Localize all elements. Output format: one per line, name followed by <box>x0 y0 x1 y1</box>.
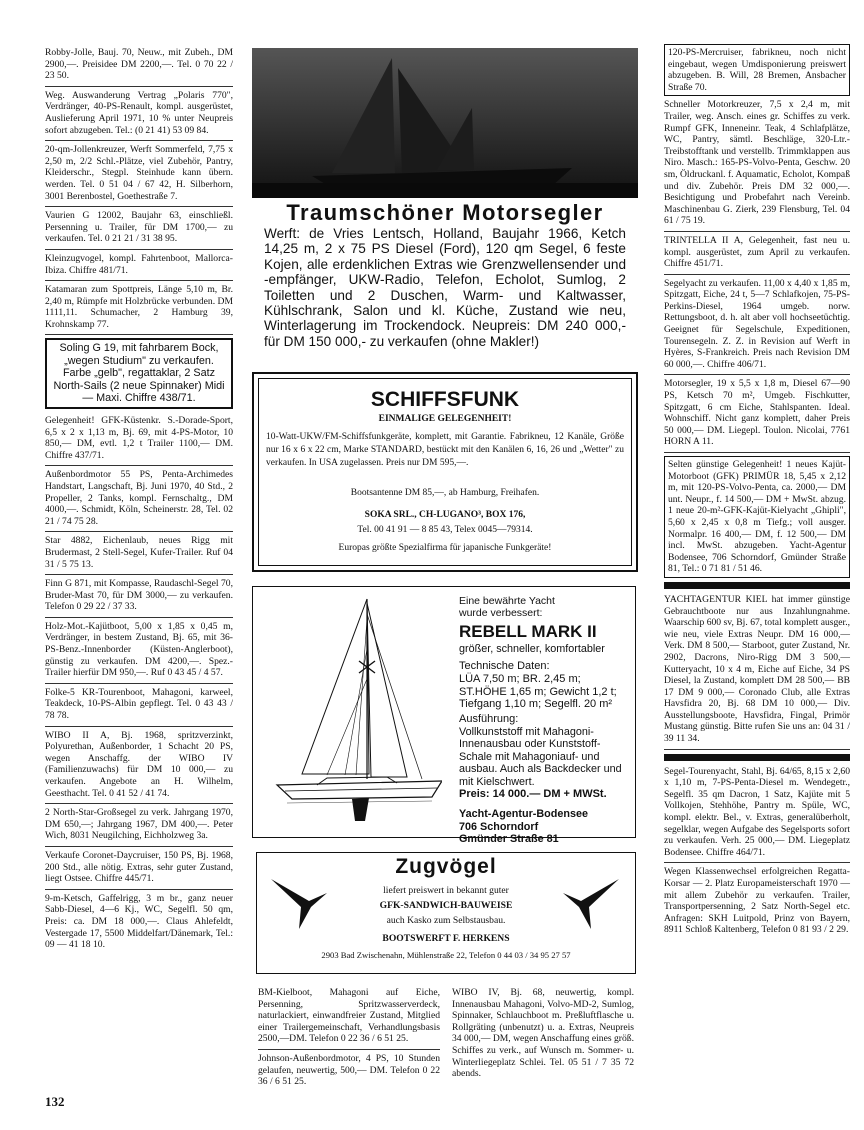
rebell-addr-2: 706 Schorndorf <box>459 820 539 833</box>
zugvogel-line-2: GFK-SANDWICH-BAUWEISE <box>379 900 513 911</box>
rebell-intro-1: Eine bewährte Yacht <box>459 595 555 607</box>
right-column <box>664 44 850 940</box>
rebell-addr-1: Yacht-Agentur-Bodensee <box>459 808 588 820</box>
classified-ad: Außenbordmotor 55 PS, Penta-Archimedes Handstart, Langschaft, Bj. Juni 1970, 40 Std., 2 Propeller, 2 Tanks, kompl. Fernschaltg., DM 4000,—. Schmidt, Köln, Scheinerstr. 28, Tel. 02 21 / 74 75 28. <box>45 466 233 532</box>
zugvogel-line-1: liefert preiswert in bekannt guter <box>383 885 509 896</box>
rebell-text <box>459 595 631 846</box>
rebell-sailboat-icon <box>257 589 442 834</box>
rebell-price: Preis: 14 000.— DM + MWSt. <box>459 788 607 800</box>
classified-ad: Segelyacht zu verkaufen. 11,00 x 4,40 x 1,85 m, Spitzgatt, Eiche, 24 t, 5—7 Schlafkojen, 75-PS-Perkins-Diesel, 1964 umgeb. norw. Rettungsboot, d. h. alt aber voll hochseetüchtig. Geeignet für Segelschule, Expeditionen, Tourensegeln. Z. Z. in Revision auf Werft in Hyères, S-Frankreich. Preis nach Revision DM 60 000,—. Chiffre 406/71. <box>664 275 850 376</box>
classified-ad: Finn G 871, mit Kompasse, Raudaschl-Segel 70, Bruder-Mast 70, für DM 3000,— zu verkaufen. Telefon 0 29 22 / 37 33. <box>45 575 233 618</box>
classified-ad: Motorsegler, 19 x 5,5 x 1,8 m, Diesel 67—90 PS, Ketsch 70 m², Umgeb. Fischkutter, Spitzgatt, 6 cm Eiche, Stahlspanten. Ideal. Wohnschiff. Nicht ganz komplett, daher Preis 50 000,— DM. Liegepl. Toulon. Nicolai, 7761 HORN A 11. <box>664 375 850 453</box>
rebell-exec-head: Ausführung: <box>459 712 519 725</box>
section-divider <box>664 582 850 589</box>
classified-ad: Schneller Motorkreuzer, 7,5 x 2,4 m, mit Trailer, weg. Ansch. eines gr. Schiffes zu verk. Rumpf GFK, Inneneinr. Teak, 4 Schlafplätze, WC, Pantry, sämtl. Beschläge, 320-Ltr.-Treibstofftank und verstellb. Trimmklappen aus Niro. Masch.: 165-PS-Volvo-Penta, Geschw. 20 sm, Öldruckanl. f. Aquamatic, Echolot, Kompaß und div. Zubehör. Preis DM 32 000,—. Besichtigung und Probefahrt nach Vereinb. Maschinenbau G. Zierk, 239 Flensburg, Tel. 04 61 / 75 19. <box>664 96 850 232</box>
classified-ad: Robby-Jolle, Bauj. 70, Neuw., mit Zubeh., DM 2900,—. Preisidee DM 2200,—. Tel. 0 70 22 / 23 50. <box>45 44 233 87</box>
classified-ad: 120-PS-Mercruiser, fabrikneu, noch nicht eingebaut, wegen Umdisponierung preiswert abzugeben. B. Will, 28 Bremen, Ansbacher Straße 70. <box>664 44 850 96</box>
rebell-addr-3: Gmünder Straße 81 <box>459 833 559 845</box>
schiffsfunk-phone: Tel. 00 41 91 — 8 85 43, Telex 0045—79314. <box>357 525 533 535</box>
traum-ad <box>252 200 638 349</box>
section-divider <box>664 754 850 761</box>
rebell-tagline: größer, schneller, komfortabler <box>459 643 605 655</box>
zugvogel-company: BOOTSWERFT F. HERKENS <box>382 933 510 944</box>
classified-ad: Wegen Klassenwechsel erfolgreichen Regatta-Korsar — 2. Platz Europameisterschaft 1970 — mit allem Zubehör zu verkaufen. Trailer, Transportpersenning, 2 Satz North-Segel etc. Anfragen: SKH Luitpold, Prinz von Bayern, 8911 Schloß Kaltenberg, Telefon 0 81 93 / 2 29. <box>664 866 850 936</box>
rebell-title: REBELL MARK II <box>459 622 597 641</box>
zugvogel-line-3: auch Kasko zum Selbstausbau. <box>386 915 506 926</box>
schiffsfunk-footer: Europas größte Spezialfirma für japanische Funkgeräte! <box>338 543 552 553</box>
rebell-exec-body: Vollkunststoff mit Mahagoni-Innenausbau oder Kunststoff-Schale mit Mahagoniauf- und ausbau. Auch als Backdecker und mit Kielschwert. <box>459 725 622 788</box>
schiffsfunk-company: SOKA SRL., CH-LUGANO³, BOX 176, <box>364 510 526 520</box>
page-number: 132 <box>45 1094 65 1109</box>
classified-ad: BM-Kielboot, Mahagoni auf Eiche, Persenning, Spritzwasserverdeck, naturlackiert, einwandfreier Zustand, Mitglied einer Trailergemeinschaft, Verhandlungsbasis 2500,—DM. Telefon 0 22 36 / 6 51 25. <box>258 984 440 1050</box>
rebell-data-head: Technische Daten: <box>459 660 550 672</box>
zugvogel-ad <box>256 852 636 974</box>
traum-title: Traumschöner Motorsegler <box>286 200 604 225</box>
classified-ad: 2 North-Star-Großsegel zu verk. Jahrgang 1970, DM 650,—; Jahrgang 1967, DM 400,—. Peter Wich, 8031 Neugilching, Eichholzweg 3a. <box>45 804 233 847</box>
classified-ad: Vaurien G 12002, Baujahr 63, einschließl. Persenning u. Trailer, für DM 1700,— zu verkaufen. Tel. 0 21 21 / 31 38 95. <box>45 207 233 250</box>
classified-ad: Johnson-Außenbordmotor, 4 PS, 10 Stunden gelaufen, neuwertig, 500,— DM. Telefon 0 22 36 / 6 51 25. <box>258 1052 440 1088</box>
bottom-mid-right <box>452 984 634 1084</box>
rebell-data-1: LÜA 7,50 m; BR. 2,45 m; <box>459 673 581 685</box>
rebell-ad <box>252 586 636 845</box>
sailboat-photo-icon <box>252 48 638 198</box>
bottom-mid-left <box>258 984 440 1092</box>
schiffsfunk-subtitle: EINMALIGE GELEGENHEIT! <box>378 414 512 424</box>
rebell-data-3: Tiefgang 1,10 m; Segelfl. 20 m² <box>459 698 613 710</box>
classified-ad: 9-m-Ketsch, Gaffelrigg, 3 m br., ganz neuer Sabb-Diesel, 4—6 Kj., WC, Segelfl. 50 qm, Preis: ca. DM 18 000,—. Claus Ahlefeldt, Vestergade 17, 5500 Middelfart/Dänemark, Tel.: 09 — 41 18 10. <box>45 892 233 951</box>
classified-ad: Segel-Tourenyacht, Stahl, Bj. 64/65, 8,15 x 2,60 x 1,10 m, 7-PS-Penta-Diesel m. Wendegetr., Segelfl. 35 qm Dacron, 1 Satz, Kajüte mit 5 Vollkojen, Stehhöhe, Pantry m. Spüle, WC, kompl. elektr. Bel., v. Extras, generalüberholt, segelklar, wegen Aufgabe des Segelsports sofort zu verkaufen. Verh. 25 000,— DM. Liegeplatz Bodensee. Chiffre 464/71. <box>664 763 850 864</box>
classified-ad: YACHTAGENTUR KIEL hat immer günstige Gebrauchtboote nur aus Inzahlungnahme. Waarschip 600 sv, Bj. 67, total komplett ausger., wie neu, viele Extras Neupr. DM 16 000,— Verk. DM 8 500,— Starboot, guter Zustand, Nr. 2902, Dacrons, Niro-Rigg DM 3 500,— Kutteryacht, 10 x 4 m, Eiche auf Eiche, 34 PS Diesel, la Zustand, komplett DM 28 500,— BB 17 DM 9 000,— Coronado Club, alle Extras Havsfidra 20, Bj. 68 DM 10 000,— Div. Ausstellungsboote, Havsfidra, Fingal, Primör Mustang günstig. Bitte rufen Sie uns an: 04 31 / 39 11 34. <box>664 591 850 750</box>
classified-ad: WIBO II A, Bj. 1968, spritzverzinkt, Polyurethan, Außenborder, 1 Schacht 20 PS, wegen Anschaffg. der WIBO IV (Familienzuwachs) für DM 10 000,— zu verkaufen. Angebote an H. Wilhelm, Geesthacht. Tel. 0 41 52 / 41 74. <box>45 727 233 805</box>
schiffsfunk-body: 10-Watt-UKW/FM-Schiffsfunkgeräte, komplett, mit Garantie. Fabrikneu, 12 Kanäle, Größe nur 16 x 6 x 22 cm, Marke STANDARD, bestückt mit den Kanälen 6, 16, 26 und „Wetter" zu verkaufen. In USA zugelassen. Preis nur DM 595,—. <box>266 432 624 469</box>
schiffsfunk-title: SCHIFFSFUNK <box>370 388 520 411</box>
classified-ad: TRINTELLA II A, Gelegenheit, fast neu u. kompl. ausgerüstet, zum April zu verkaufen. Chiffre 451/71. <box>664 232 850 275</box>
classified-ad: Star 4882, Eichenlaub, neues Rigg mit Brudermast, 2 Stell-Segel, Kufer-Trailer. Ruf 04 31 / 5 75 13. <box>45 532 233 575</box>
classified-ad: WIBO IV, Bj. 68, neuwertig, kompl. Innenausbau Mahagoni, Volvo-MD-2, Sumlog, Spinnaker, Schlauchboot m. Preßluftflasche u. Rollgräting (unbenutzt) u. a. Extras, Neupreis 34 000,— DM, wegen Anschaffung eines größ. Schiffes zu verk., auf Wunsch m. Sommer- u. Winterliegeplatz Schlei. Tel. 05 51 / 7 35 72 abends. <box>452 987 634 1080</box>
schiffsfunk-antenna: Bootsantenne DM 85,—, ab Hamburg, Freihafen. <box>350 488 540 498</box>
motorsegler-photo <box>252 48 638 198</box>
classified-ad: Holz-Mot.-Kajütboot, 5,00 x 1,85 x 0,45 m, Verdränger, in bestem Zustand, Bj. 65, mit 36-PS-Benz.-Innenborder (Küsten-Anglerboot), günstig zu verkaufen. DM 4200,—. Spez.-Trailer hierfür DM 950,—. Ruf 0 43 45 / 4 57. <box>45 618 233 684</box>
classified-ad: 20-qm-Jollenkreuzer, Werft Sommerfeld, 7,75 x 2,50 m, 2/2 Schl.-Plätze, viel Zubehör, Pantry, Kleiderschr., Stegpl. Steinhude kann übern. werden. Tel. 0 51 04 / 67 42, H. Silberhorn, 3001 Berenbostel, Goethestraße 7. <box>45 141 233 207</box>
soling-box: Soling G 19, mit fahrbarem Bock, „wegen Studium" zu verkaufen. Farbe „gelb", regattaklar, 2 Satz North-Sails (2 neue Spinnaker) Midi — Maxi. Chiffre 438/71. <box>45 338 233 409</box>
classified-ad: Katamaran zum Spottpreis, Länge 5,10 m, Br. 2,40 m, Rümpfe mit Holzbrücke verbunden. DM 1111,11. Schumacher, 2 Hamburg 39, Krohnskamp 77. <box>45 281 233 335</box>
left-column <box>45 44 233 955</box>
zugvogel-address: 2903 Bad Zwischenahn, Mühlenstraße 22, Telefon 0 44 03 / 34 95 27 57 <box>321 950 571 960</box>
classified-ad-boxed <box>45 338 233 409</box>
schiffsfunk-ad <box>252 372 638 572</box>
classified-ad: Verkaufe Coronet-Daycruiser, 150 PS, Bj. 1968, 200 Std., alle nötig. Extras, sehr guter Zustand, liegt Ostsee. Chiffre 445/71. <box>45 847 233 890</box>
traum-body: Werft: de Vries Lentsch, Holland, Baujahr 1966, Ketch 14,25 m, 2 x 75 PS Diesel (Ford), 120 qm Segel, 6 feste Kojen, alle erdenklichen Extras wie Grenzwellensender und -empfänger, UKW-Radio, Telefon, Echolot, Sumlog, 2 Toiletten und 2 Duschen, Warm- und Kaltwasser, Kühlschrank, Salon und kl. Küche, Zustand wie neu, Winterlagerung im Trockendock. Neupreis: DM 240 000,- für DM 150 000,- zu verkaufen (ohne Makler!) <box>264 226 626 349</box>
classified-ad: Kleinzugvogel, kompl. Fahrtenboot, Mallorca-Ibiza. Chiffre 481/71. <box>45 250 233 281</box>
zugvogel-title: Zugvögel <box>395 855 497 878</box>
classified-ad: Folke-5 KR-Tourenboot, Mahagoni, karweel, Teakdeck, 10-PS-Albin gepflegt. Tel. 0 43 43 / 78 78. <box>45 684 233 727</box>
rebell-data-2: ST.HÖHE 1,65 m; Gewicht 1,2 t; <box>459 685 617 698</box>
rebell-intro-2: wurde verbessert: <box>459 607 543 619</box>
classified-ad: Weg. Auswanderung Vertrag „Polaris 770", Verdränger, 40-PS-Renault, kompl. ausgerüstet, Auslieferung April 1971, 10 % unter Neupreis sofort abzugeben. Tel.: (0 21 41) 53 09 84. <box>45 87 233 141</box>
classified-ad: Gelegenheit! GFK-Küstenkr. S.-Dorade-Sport, 6,5 x 2 x 1,13 m, Bj. 69, mit 4-PS-Motor, 10 850,— DM, evtl. 1,2 t Trailer 1100,— DM. Chiffre 437/71. <box>45 412 233 466</box>
classified-ad-boxed: Selten günstige Gelegenheit! 1 neues Kajüt-Motorboot (GFK) PRIMÜR 18, 5,45 x 2,12 m, mit 120-PS-Volvo-Penta, ca. 2000,— DM unt. Neupr., f. 14 500,— DM + MwSt. abzug. 1 neue 20-m²-GFK-Kajüt-Kielyacht „Ghipli", 5,60 x 2,45 x 0,8 m Tiefg.; voll ausger. Normalpr. 16 400,— DM, f. 12 500,— DM incl. MwSt. abzugeben. Yacht-Agentur Bodensee, 706 Schorndorf, Gmünder Straße 81, Tel.: 0 71 81 / 51 46. <box>664 456 850 578</box>
